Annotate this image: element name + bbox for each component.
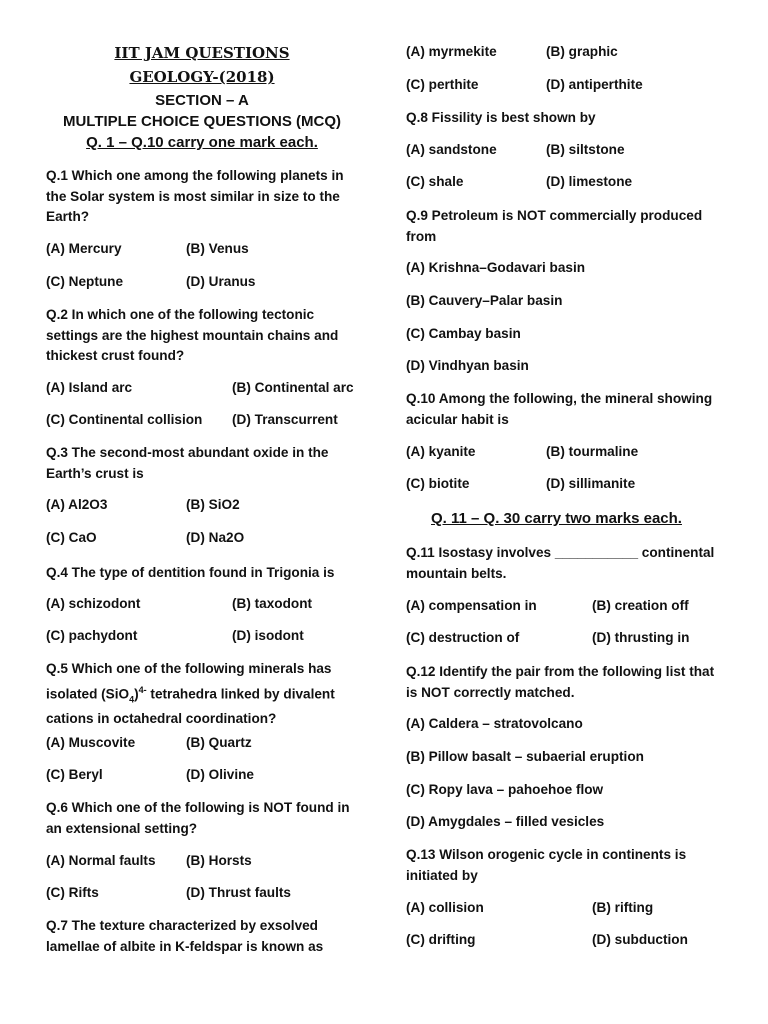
marks-note: Q. 1 – Q.10 carry one mark each. [86,134,318,151]
question-5: Q.5 Which one of the following minerals has isolated $(SiO_4)^{4-}$ tetrahedra linked by divalent cations in octahedral coordination? [46,661,335,727]
question-12: Q.12 Identify the pair from the following list that is NOT correctly matched. [406,664,715,700]
q5-option-b: (B) Quartz [186,735,252,750]
q1-option-b: (B) Venus [186,241,249,256]
q12-option-d: (D) Amygdales – filled vesicles [406,814,605,829]
question-1: Q.1 Which one among the following planets in the Solar system is most similar in size to the Earth? [46,168,344,224]
section-2-heading: Q. 11 – Q. 30 carry two marks each. [431,510,682,527]
q6-option-c: (C) Rifts [46,885,99,900]
exam-subject: GEOLOGY-(2018) [129,68,275,86]
q13-option-a: (A) collision [406,900,484,915]
question-11: Q.11 Isostasy involves ___________ continental mountain belts. [406,545,715,581]
q8-option-c: (C) shale [406,174,464,189]
q7-option-c: (C) perthite [406,77,479,92]
q8-option-a: (A) sandstone [406,142,497,157]
q13-option-d: (D) subduction [592,932,688,947]
q7-option-d: (D) antiperthite [546,77,643,92]
q11-option-d: (D) thrusting in [592,630,690,645]
q12-option-c: (C) Ropy lava – pahoehoe flow [406,782,604,797]
q3-option-a: (A) Al2O3 [46,497,108,512]
q11-option-a: (A) compensation in [406,598,537,613]
q9-option-a: (A) Krishna–Godavari basin [406,260,586,275]
q3-option-d: (D) Na2O [186,530,245,545]
question-8: Q.8 Fissility is best shown by [406,110,596,125]
q2-option-b: (B) Continental arc [232,380,354,395]
q11-option-c: (C) destruction of [406,630,520,645]
q5-option-a: (A) Muscovite [46,735,136,750]
exam-title: IIT JAM QUESTIONS [114,44,290,62]
q10-option-b: (B) tourmaline [546,444,639,459]
q2-option-a: (A) Island arc [46,380,133,395]
q11-option-b: (B) creation off [592,598,689,613]
q5-option-c: (C) Beryl [46,767,103,782]
q7-option-a: (A) myrmekite [406,44,497,59]
q12-option-a: (A) Caldera – stratovolcano [406,716,583,731]
q4-option-b: (B) taxodont [232,596,313,611]
q6-option-b: (B) Horsts [186,853,252,868]
q1-option-a: (A) Mercury [46,241,122,256]
q8-option-d: (D) limestone [546,174,633,189]
question-7: Q.7 The texture characterized by exsolved lamellae of albite in K-feldspar is known as [46,918,324,954]
question-9: Q.9 Petroleum is NOT commercially produced from [406,208,703,244]
section-title: SECTION – A [155,92,249,109]
question-4: Q.4 The type of dentition found in Trigonia is [46,565,335,580]
q1-option-d: (D) Uranus [186,274,256,289]
q3-option-c: (C) CaO [46,530,97,545]
q3-option-b: (B) SiO2 [186,497,240,512]
q9-option-c: (C) Cambay basin [406,326,521,341]
q5-option-d: (D) Olivine [186,767,254,782]
q7-option-b: (B) graphic [546,44,618,59]
q4-option-c: (C) pachydont [46,628,138,643]
q6-option-a: (A) Normal faults [46,853,156,868]
q10-option-a: (A) kyanite [406,444,476,459]
q13-option-b: (B) rifting [592,900,654,915]
question-2: Q.2 In which one of the following tectonic settings are the highest mountain chains and thickest crust found? [46,307,339,363]
q12-option-b: (B) Pillow basalt – subaerial eruption [406,749,644,764]
question-10: Q.10 Among the following, the mineral showing acicular habit is [406,391,713,427]
question-6: Q.6 Which one of the following is NOT found in an extensional setting? [46,800,350,836]
q1-option-c: (C) Neptune [46,274,124,289]
q4-option-d: (D) isodont [232,628,304,643]
q10-option-c: (C) biotite [406,476,470,491]
q4-option-a: (A) schizodont [46,596,141,611]
question-3: Q.3 The second-most abundant oxide in the Earth’s crust is [46,445,329,481]
q2-option-c: (C) Continental collision [46,412,203,427]
section-subtitle: MULTIPLE CHOICE QUESTIONS (MCQ) [62,113,342,130]
question-13: Q.13 Wilson orogenic cycle in continents is initiated by [406,847,687,883]
q10-option-d: (D) sillimanite [546,476,636,491]
q2-option-d: (D) Transcurrent [232,412,338,427]
q6-option-d: (D) Thrust faults [186,885,291,900]
q8-option-b: (B) siltstone [546,142,625,157]
q9-option-b: (B) Cauvery–Palar basin [406,293,563,308]
q9-option-d: (D) Vindhyan basin [406,358,529,373]
q13-option-c: (C) drifting [406,932,476,947]
